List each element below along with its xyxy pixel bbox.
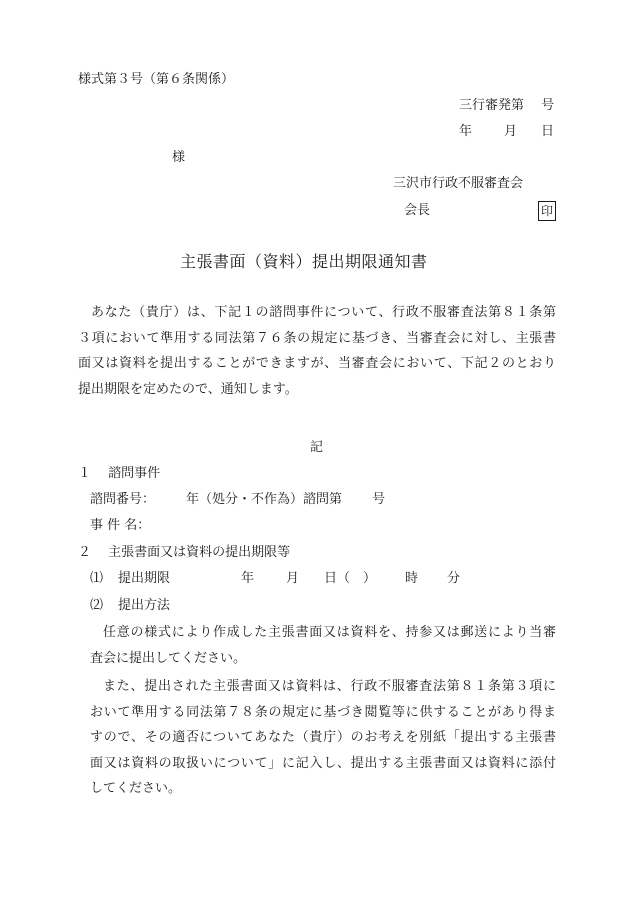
date-day: 日 [541,124,555,139]
disclosure-line: また、提出された主張書面又は資料は、行政不服審査法第８１条第３項に [103,679,556,694]
seal-box [538,201,556,222]
deadline-year: 年 [241,571,255,586]
addressee-suffix: 様 [172,150,186,165]
issuer-organization: 三沢市行政不服審査会 [393,176,524,191]
disclosure-line: すので、その適否についてあなた（貴庁）のお考えを別紙「提出する主張書 [90,730,556,745]
ki-mark: 記 [310,440,324,455]
disclosure-paragraph [90,674,556,802]
method-line: 任意の様式により作成した主張書面又は資料を、持参又は郵送により当審 [103,625,556,640]
seal-mark: 印 [538,201,556,221]
date-month: 月 [504,124,518,139]
case-name-label: 事 件 名： [90,518,151,533]
disclosure-line: おいて準用する同法第７８条の規定に基づき閲覧等に供することがあり得ま [90,704,556,720]
document-title: 主張書面（資料）提出期限通知書 [180,252,428,271]
deadline-month: 月 [286,571,300,586]
intro-line: ３項において準用する同法第７６条の規定に基づき、当審査会に対し、主張書 [78,330,556,346]
deadline-day: 日（ ） [324,571,377,586]
deadline-hour: 時 [405,571,419,586]
form-number: 様式第３号（第６条関係） [78,72,235,87]
disclosure-line: してください。 [90,781,182,796]
item1-marker: ⑴ [90,571,104,586]
inquiry-number-label: 諮問番号： [90,492,156,507]
intro-line: 面又は資料を提出することができますが、当審査会において、下記２のとおり [78,356,556,371]
issuer-title: 会長 [404,203,431,218]
doc-number: 三行審発第 号 [459,98,555,113]
method-label: 提出方法 [118,598,171,613]
method-line: 査会に提出してください。 [90,650,247,666]
date-year: 年 [459,124,473,139]
method-paragraph [90,620,556,671]
disclosure-line: 面又は資料の取扱いについて」に記入し、提出する主張書面又は資料に添付 [90,755,556,771]
intro-line: あなた（貴庁）は、下記１の諮問事件について、行政不服審査法第８１条第 [91,305,556,320]
deadline-label: 提出期限 [118,571,171,586]
inquiry-number-value: 年（処分・不作為）諮問第 号 [186,492,386,507]
section2-heading: ２ 主張書面又は資料の提出期限等 [78,545,291,560]
section1-heading: １ 諮問事件 [78,466,161,481]
intro-line: 提出期限を定めたので、通知します。 [78,381,298,397]
deadline-minute: 分 [447,571,461,586]
intro-paragraph [78,300,556,402]
item2-marker: ⑵ [90,598,104,613]
